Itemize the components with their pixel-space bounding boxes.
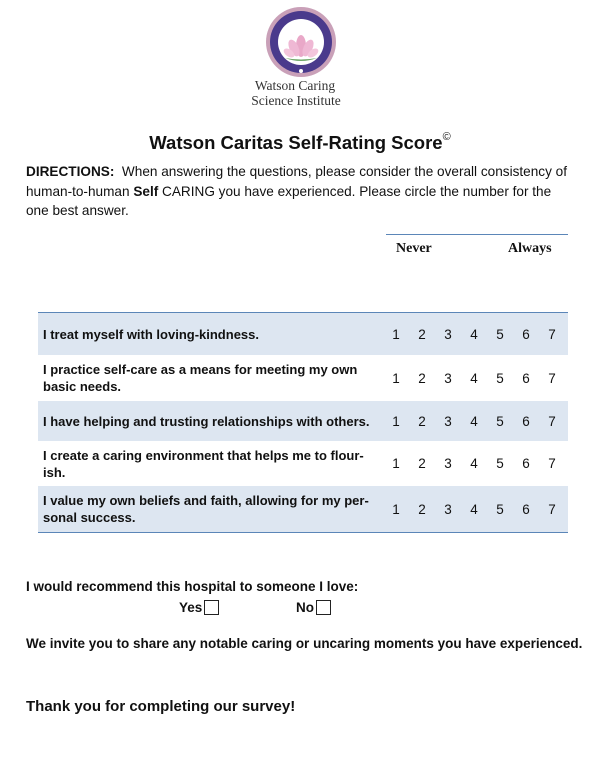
rating-4[interactable]: 4 — [470, 501, 478, 517]
rating-6[interactable]: 6 — [522, 501, 530, 517]
rating-4[interactable]: 4 — [470, 413, 478, 429]
question-text: I value my own beliefs and faith, allowing for my per-sonal success. — [43, 493, 369, 525]
institute-name-line1: Watson Caring — [254, 78, 336, 93]
yes-label: Yes — [179, 600, 203, 615]
invite-text: We invite you to share any notable caring or uncaring moments you have experienced. — [26, 636, 583, 651]
yes-option[interactable] — [179, 600, 219, 615]
rating-3[interactable]: 3 — [444, 456, 452, 471]
rating-5[interactable]: 5 — [496, 456, 504, 471]
rating-5[interactable]: 5 — [496, 413, 504, 429]
title-text: Watson Caritas Self-Rating Score — [149, 132, 443, 153]
rating-1[interactable]: 1 — [392, 326, 400, 342]
directions — [26, 162, 576, 221]
question-text: I have helping and trusting relationships with others. — [43, 413, 370, 429]
question-text: I create a caring environment that helps me to flour-ish. — [43, 447, 364, 480]
recommend-question: I would recommend this hospital to someone I love: — [26, 579, 359, 594]
rating-3[interactable]: 3 — [444, 413, 452, 429]
page-title — [0, 132, 600, 154]
no-label: No — [296, 600, 314, 615]
rating-1[interactable]: 1 — [392, 456, 400, 471]
rating-2[interactable]: 2 — [418, 370, 426, 386]
directions-bold-word: Self — [133, 183, 159, 199]
scale-never-label: Never — [396, 241, 432, 256]
rating-3[interactable]: 3 — [444, 501, 452, 517]
rating-5[interactable]: 5 — [496, 370, 504, 386]
directions-text-b: CARING you have experienced. Please circle the number for the one best answer. — [26, 183, 552, 218]
rating-5[interactable]: 5 — [496, 501, 504, 517]
rating-2[interactable]: 2 — [418, 326, 426, 342]
copyright-mark: © — [442, 130, 451, 143]
rating-1[interactable]: 1 — [392, 413, 400, 429]
rating-options — [383, 502, 568, 517]
rating-6[interactable]: 6 — [522, 370, 530, 386]
rating-2[interactable]: 2 — [418, 413, 426, 429]
rating-1[interactable]: 1 — [392, 501, 400, 517]
scale-header — [386, 234, 568, 265]
question-text: I practice self-care as a means for meeting my own basic needs. — [43, 362, 358, 394]
rating-7[interactable]: 7 — [548, 456, 556, 471]
question-row — [38, 441, 568, 486]
rating-7[interactable]: 7 — [548, 370, 556, 386]
rating-5[interactable]: 5 — [496, 326, 504, 342]
yes-checkbox[interactable] — [204, 600, 219, 615]
rating-1[interactable]: 1 — [392, 370, 400, 386]
watson-institute-logo — [265, 6, 337, 78]
rating-7[interactable]: 7 — [548, 413, 556, 429]
rating-options — [383, 414, 568, 429]
rating-2[interactable]: 2 — [418, 501, 426, 517]
question-row — [38, 486, 568, 532]
rating-6[interactable]: 6 — [522, 326, 530, 342]
rating-4[interactable]: 4 — [470, 456, 478, 471]
rating-4[interactable]: 4 — [470, 326, 478, 342]
question-row — [38, 313, 568, 355]
thanks-text: Thank you for completing our survey! — [26, 698, 296, 715]
no-checkbox[interactable] — [316, 600, 331, 615]
institute-name-line2: Science Institute — [251, 93, 341, 108]
question-row — [38, 401, 568, 441]
rating-3[interactable]: 3 — [444, 326, 452, 342]
directions-label: DIRECTIONS: — [26, 164, 115, 179]
rating-table — [38, 312, 568, 533]
rating-3[interactable]: 3 — [444, 370, 452, 386]
rating-options — [383, 456, 568, 471]
rating-6[interactable]: 6 — [522, 413, 530, 429]
rating-options — [383, 327, 568, 342]
question-row — [38, 355, 568, 401]
no-option[interactable] — [296, 600, 331, 615]
rating-6[interactable]: 6 — [522, 456, 530, 471]
question-text: I treat myself with loving-kindness. — [43, 326, 259, 342]
directions-text-a: When answering the questions, please consider the overall consistency of human-to-human — [26, 164, 567, 199]
rating-4[interactable]: 4 — [470, 370, 478, 386]
rating-7[interactable]: 7 — [548, 326, 556, 342]
rating-2[interactable]: 2 — [418, 456, 426, 471]
rating-7[interactable]: 7 — [548, 501, 556, 517]
scale-always-label: Always — [508, 241, 552, 256]
rating-options — [383, 371, 568, 386]
